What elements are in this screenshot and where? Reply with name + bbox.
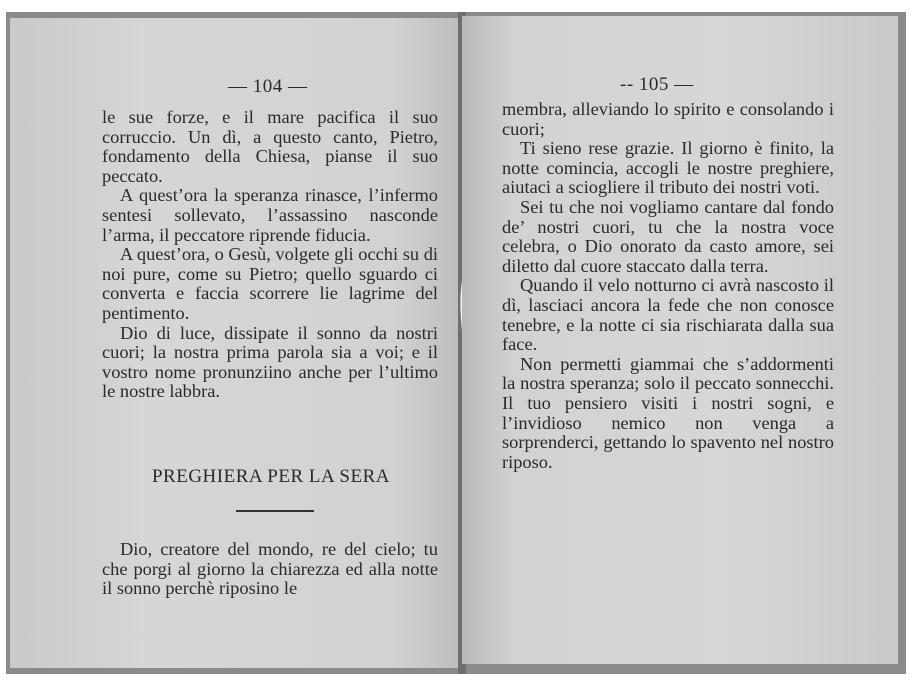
paragraph: Dio di luce, dissipate il sonno da nostri cuori; la nostra prima parola sia a voi; e il vostro nome pronunziino anche per l’ultimo le nostre labbra. bbox=[102, 322, 438, 402]
paragraph: A quest’ora, o Gesù, volgete gli occhi su di noi pure, come su Pietro; quello sguardo ci converta e faccia scorrere lie lagrime del pentimento. bbox=[102, 244, 438, 323]
book-spread bbox=[6, 12, 906, 674]
left-page-number: — 104 — bbox=[228, 76, 308, 97]
left-page bbox=[10, 18, 462, 668]
left-page-text bbox=[102, 108, 438, 402]
right-page-text bbox=[502, 100, 834, 472]
section-heading: PREGHIERA PER LA SERA bbox=[151, 466, 390, 487]
paragraph: le sue forze, e il mare pacifica il suo corruccio. Un dì, a questo canto, Pietro, fondamento della Chiesa, pianse il suo peccato. bbox=[102, 107, 438, 186]
heading-divider bbox=[236, 510, 314, 512]
paragraph: Non permetti giammai che s’addormenti la nostra speranza; solo il peccato sonnecchi. Il tuo pensiero visiti i nostri sogni, e l’invidioso nemico non venga a sorprenderci, gettando lo spavento nel nostro riposo. bbox=[502, 353, 834, 472]
right-page-number: -- 105 — bbox=[620, 74, 694, 95]
paragraph: A quest’ora la speranza rinasce, l’infermo sentesi sollevato, l’assassino nasconde l’arma, il peccatore riprende fiducia. bbox=[102, 185, 438, 245]
paragraph: Dio, creatore del mondo, re del cielo; tu che porgi al giorno la chiarezza ed alla notte il sonno perchè riposino le bbox=[102, 539, 438, 599]
paragraph: Ti sieno rese grazie. Il giorno è finito, la notte comincia, accogli le nostre preghiere, aiutaci a sciogliere il tributo dei nostri voti. bbox=[502, 138, 834, 198]
paragraph: Quando il velo notturno ci avrà nascosto il dì, lasciaci ancora la fede che non conosce tenebre, e la notte ci sia rischiarata dalla sua face. bbox=[502, 275, 834, 355]
paragraph: membra, alleviando lo spirito e consolando i cuori; bbox=[502, 99, 834, 139]
prayer-text bbox=[102, 540, 438, 599]
paragraph: Sei tu che noi vogliamo cantare dal fondo de’ nostri cuori, tu che la nostra voce celebra, o Dio onorato da casto amore, sei diletto dal cuore staccato dalla terra. bbox=[502, 196, 834, 276]
right-page bbox=[462, 16, 898, 664]
